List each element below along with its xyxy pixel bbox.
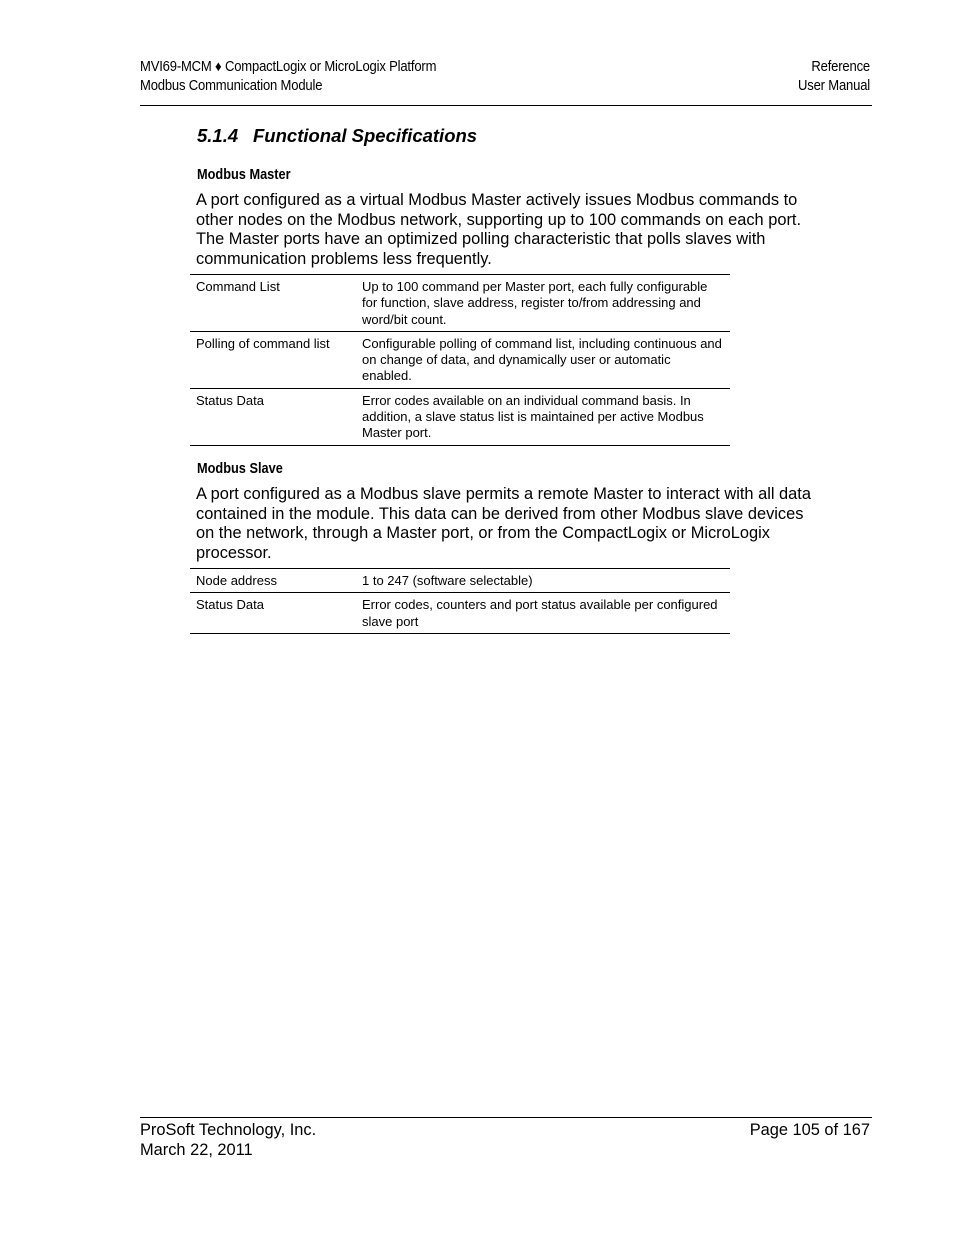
section-heading — [197, 125, 477, 147]
footer-left — [140, 1121, 316, 1160]
modbus-slave-spec-table — [190, 568, 730, 634]
modbus-master-heading: Modbus Master — [197, 167, 291, 183]
section-title: Functional Specifications — [253, 125, 478, 146]
spec-value: 1 to 247 (software selectable) — [352, 569, 730, 593]
modbus-slave-heading: Modbus Slave — [197, 461, 283, 477]
page-header — [140, 57, 872, 106]
modbus-master-paragraph: A port configured as a virtual Modbus Master actively issues Modbus commands to other nodes on the Modbus network, supporting up to 100 commands on each port. The Master ports have an optimized polling characteristic that polls slaves with communication problems less frequently. — [196, 191, 802, 269]
footer-company: ProSoft Technology, Inc. — [140, 1121, 317, 1139]
header-module-name: Modbus Communication Module — [140, 78, 323, 94]
table-row — [190, 275, 730, 332]
section-number: 5.1.4 — [197, 125, 239, 146]
spec-key: Node address — [190, 569, 352, 593]
spec-value: Up to 100 command per Master port, each fully configurable for function, slave address, register to/from addressing and word/bit count. — [352, 275, 730, 332]
spec-key: Status Data — [190, 388, 352, 445]
modbus-master-spec-table — [190, 274, 730, 446]
footer-page-number: Page 105 of 167 — [749, 1121, 870, 1139]
table-row — [190, 569, 730, 593]
header-manual-type: User Manual — [798, 78, 870, 94]
spec-value: Error codes available on an individual command basis. In addition, a slave status list is maintained per active Modbus Master port. — [352, 388, 730, 445]
header-right — [790, 58, 870, 96]
spec-key: Polling of command list — [190, 331, 352, 388]
spec-key: Status Data — [190, 593, 352, 634]
table-row — [190, 331, 730, 388]
table-row — [190, 593, 730, 634]
modbus-slave-paragraph: A port configured as a Modbus slave permits a remote Master to interact with all data contained in the module. This data can be derived from other Modbus slave devices on the network, through a Master port, or from the CompactLogix or MicroLogix processor. — [196, 485, 811, 563]
footer-date: March 22, 2011 — [140, 1140, 253, 1159]
header-left — [140, 58, 469, 96]
spec-value: Error codes, counters and port status available per configured slave port — [352, 593, 730, 634]
page-footer — [140, 1117, 872, 1159]
spec-key: Command List — [190, 275, 352, 332]
table-row — [190, 388, 730, 445]
spec-value: Configurable polling of command list, including continuous and on change of data, and dynamically user or automatic enabled. — [352, 331, 730, 388]
header-product-title: MVI69-MCM ♦ CompactLogix or MicroLogix Platform — [140, 59, 437, 75]
header-chapter: Reference — [811, 59, 870, 75]
